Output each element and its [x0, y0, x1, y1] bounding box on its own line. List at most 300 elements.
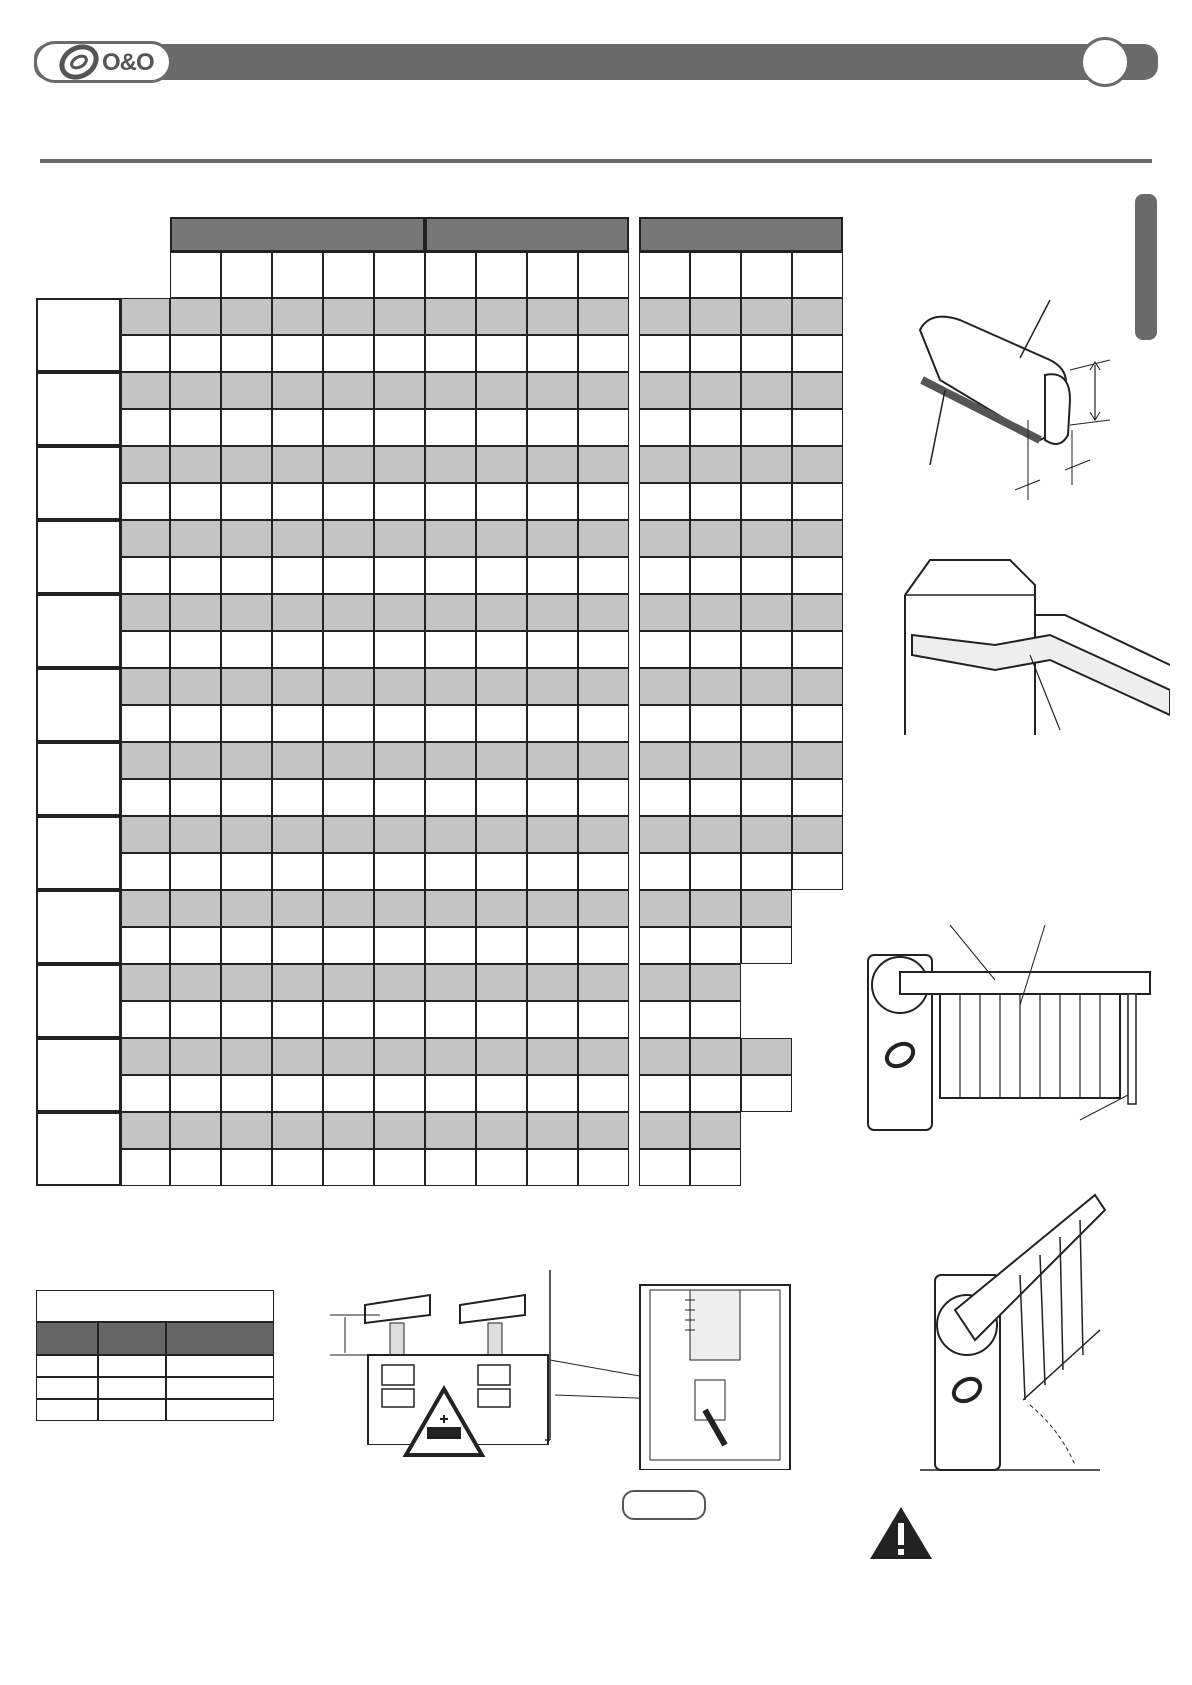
column-header — [792, 252, 843, 298]
table-cell — [690, 853, 741, 890]
table-cell — [221, 298, 272, 335]
table-cell — [690, 483, 741, 520]
table-cell — [639, 557, 690, 594]
table-cell — [578, 964, 629, 1001]
row-sub-label — [121, 409, 170, 446]
table-cell — [374, 1001, 425, 1038]
table-cell — [425, 372, 476, 409]
table-cell — [741, 446, 792, 483]
row-group-label — [36, 816, 121, 890]
table-cell — [170, 1038, 221, 1075]
table-cell — [792, 409, 843, 446]
table-cell — [476, 1149, 527, 1186]
table-cell — [272, 668, 323, 705]
table-cell — [741, 409, 792, 446]
row-sub-label — [121, 964, 170, 1001]
small-table-cell — [98, 1377, 166, 1399]
bracket-illustration — [900, 555, 1170, 735]
table-cell — [527, 483, 578, 520]
table-cell — [323, 520, 374, 557]
table-cell — [374, 742, 425, 779]
table-cell — [476, 890, 527, 927]
table-cell — [374, 557, 425, 594]
table-cell — [578, 483, 629, 520]
table-cell — [578, 520, 629, 557]
table-cell — [425, 927, 476, 964]
table-cell — [578, 705, 629, 742]
table-cell — [639, 372, 690, 409]
table-cell — [639, 742, 690, 779]
table-cell — [690, 520, 741, 557]
table-cell — [323, 557, 374, 594]
table-cell — [476, 520, 527, 557]
table-cell — [221, 816, 272, 853]
table-cell — [170, 816, 221, 853]
table-cell — [578, 1149, 629, 1186]
row-sub-label — [121, 1075, 170, 1112]
row-sub-label — [121, 557, 170, 594]
bar-profile-illustration — [900, 290, 1120, 520]
table-cell — [527, 1001, 578, 1038]
table-cell — [476, 1112, 527, 1149]
row-sub-label — [121, 631, 170, 668]
table-cell — [578, 742, 629, 779]
table-cell — [374, 1149, 425, 1186]
table-cell — [323, 631, 374, 668]
table-cell — [272, 890, 323, 927]
table-cell — [221, 668, 272, 705]
table-cell — [323, 705, 374, 742]
table-cell — [578, 890, 629, 927]
table-cell — [741, 779, 792, 816]
row-sub-label — [121, 1112, 170, 1149]
table-cell — [792, 742, 843, 779]
small-table-cell — [166, 1355, 274, 1377]
table-cell — [272, 631, 323, 668]
table-cell — [221, 779, 272, 816]
table-cell — [578, 335, 629, 372]
table-cell — [476, 705, 527, 742]
table-cell — [374, 520, 425, 557]
table-cell — [272, 409, 323, 446]
table-cell — [476, 816, 527, 853]
table-cell — [323, 1075, 374, 1112]
table-cell — [170, 557, 221, 594]
side-tab — [1135, 194, 1157, 340]
table-cell — [272, 1001, 323, 1038]
table-cell — [527, 964, 578, 1001]
column-group-header — [639, 217, 843, 252]
small-table-header — [98, 1322, 166, 1355]
table-cell — [425, 1038, 476, 1075]
small-table-cell — [166, 1399, 274, 1421]
table-cell — [792, 520, 843, 557]
table-cell — [476, 1001, 527, 1038]
table-cell — [792, 853, 843, 890]
table-cell — [221, 1038, 272, 1075]
table-cell — [170, 298, 221, 335]
table-cell — [527, 520, 578, 557]
table-cell — [741, 1038, 792, 1075]
table-cell — [792, 705, 843, 742]
table-cell — [741, 335, 792, 372]
table-cell — [425, 1149, 476, 1186]
small-table-header — [36, 1322, 98, 1355]
table-cell — [323, 853, 374, 890]
table-cell — [170, 1001, 221, 1038]
table-cell — [639, 335, 690, 372]
row-sub-label — [121, 594, 170, 631]
row-group-label — [36, 594, 121, 668]
table-cell — [578, 853, 629, 890]
row-sub-label — [121, 298, 170, 335]
row-group-label — [36, 742, 121, 816]
table-cell — [221, 520, 272, 557]
table-cell — [272, 557, 323, 594]
table-cell — [323, 742, 374, 779]
table-cell — [476, 964, 527, 1001]
table-cell — [425, 1075, 476, 1112]
table-cell — [639, 1001, 690, 1038]
table-cell — [527, 298, 578, 335]
table-cell — [792, 631, 843, 668]
table-cell — [170, 1075, 221, 1112]
column-header — [170, 252, 221, 298]
table-cell — [374, 668, 425, 705]
table-cell — [425, 409, 476, 446]
table-cell — [221, 483, 272, 520]
table-cell — [690, 779, 741, 816]
row-sub-label — [121, 1149, 170, 1186]
table-cell — [741, 705, 792, 742]
row-sub-label — [121, 668, 170, 705]
table-cell — [221, 1075, 272, 1112]
table-cell — [170, 927, 221, 964]
table-cell — [527, 890, 578, 927]
table-cell — [690, 705, 741, 742]
table-cell — [476, 483, 527, 520]
table-cell — [527, 409, 578, 446]
row-sub-label — [121, 1038, 170, 1075]
table-cell — [792, 594, 843, 631]
table-cell — [272, 742, 323, 779]
table-cell — [221, 742, 272, 779]
small-table-cell — [98, 1355, 166, 1377]
table-cell — [792, 557, 843, 594]
table-cell — [170, 890, 221, 927]
column-header — [323, 252, 374, 298]
table-cell — [578, 668, 629, 705]
table-cell — [170, 1149, 221, 1186]
table-cell — [527, 631, 578, 668]
column-header — [639, 252, 690, 298]
table-cell — [476, 742, 527, 779]
table-cell — [425, 520, 476, 557]
table-cell — [374, 372, 425, 409]
table-cell — [639, 409, 690, 446]
column-header — [527, 252, 578, 298]
skirt-barrier-illustration — [860, 920, 1160, 1140]
table-cell — [792, 668, 843, 705]
brand-name: O&O — [102, 49, 154, 76]
table-cell — [639, 1112, 690, 1149]
table-cell — [476, 594, 527, 631]
row-group-label — [36, 1112, 121, 1186]
table-cell — [741, 557, 792, 594]
table-cell — [690, 1038, 741, 1075]
row-sub-label — [121, 446, 170, 483]
table-cell — [374, 853, 425, 890]
row-sub-label — [121, 816, 170, 853]
table-cell — [578, 594, 629, 631]
table-cell — [527, 668, 578, 705]
table-cell — [527, 816, 578, 853]
row-group-label — [36, 1038, 121, 1112]
table-cell — [690, 668, 741, 705]
table-cell — [792, 335, 843, 372]
row-group-label — [36, 298, 121, 372]
table-cell — [374, 409, 425, 446]
table-cell — [170, 372, 221, 409]
table-cell — [323, 372, 374, 409]
table-cell — [170, 335, 221, 372]
table-cell — [792, 779, 843, 816]
table-cell — [578, 631, 629, 668]
table-cell — [323, 409, 374, 446]
table-cell — [323, 446, 374, 483]
column-header — [374, 252, 425, 298]
callout-label — [622, 1490, 706, 1520]
table-cell — [527, 1149, 578, 1186]
table-cell — [690, 1112, 741, 1149]
table-cell — [792, 446, 843, 483]
table-cell — [578, 298, 629, 335]
table-cell — [741, 890, 792, 927]
table-cell — [272, 335, 323, 372]
table-cell — [690, 1075, 741, 1112]
row-sub-label — [121, 1001, 170, 1038]
table-cell — [527, 705, 578, 742]
table-cell — [170, 520, 221, 557]
row-group-label — [36, 964, 121, 1038]
table-cell — [527, 557, 578, 594]
row-sub-label — [121, 890, 170, 927]
table-cell — [527, 446, 578, 483]
table-cell — [221, 927, 272, 964]
table-cell — [476, 372, 527, 409]
column-header — [741, 252, 792, 298]
table-cell — [272, 1038, 323, 1075]
table-cell — [323, 298, 374, 335]
table-cell — [741, 594, 792, 631]
table-cell — [272, 779, 323, 816]
table-cell — [170, 1112, 221, 1149]
table-cell — [639, 298, 690, 335]
table-cell — [476, 927, 527, 964]
row-group-label — [36, 668, 121, 742]
table-cell — [527, 1112, 578, 1149]
table-cell — [272, 594, 323, 631]
table-cell — [639, 668, 690, 705]
table-cell — [374, 1112, 425, 1149]
table-cell — [476, 557, 527, 594]
table-cell — [170, 853, 221, 890]
table-cell — [639, 705, 690, 742]
table-cell — [221, 594, 272, 631]
table-cell — [639, 779, 690, 816]
table-cell — [578, 816, 629, 853]
row-sub-label — [121, 742, 170, 779]
table-cell — [221, 1112, 272, 1149]
table-cell — [578, 1075, 629, 1112]
table-cell — [690, 335, 741, 372]
table-cell — [272, 853, 323, 890]
table-cell — [221, 409, 272, 446]
hand-crush-warning-icon — [402, 1385, 486, 1459]
table-cell — [527, 742, 578, 779]
table-cell — [639, 446, 690, 483]
table-cell — [272, 372, 323, 409]
table-cell — [527, 594, 578, 631]
table-cell — [578, 1001, 629, 1038]
column-header — [476, 252, 527, 298]
table-cell — [374, 705, 425, 742]
table-cell — [374, 816, 425, 853]
table-cell — [741, 816, 792, 853]
row-sub-label — [121, 520, 170, 557]
column-header — [221, 252, 272, 298]
row-sub-label — [121, 335, 170, 372]
table-cell — [425, 853, 476, 890]
table-cell — [690, 446, 741, 483]
table-cell — [741, 742, 792, 779]
table-cell — [170, 742, 221, 779]
table-cell — [425, 298, 476, 335]
small-table-cell — [98, 1399, 166, 1421]
table-cell — [425, 1001, 476, 1038]
table-cell — [170, 964, 221, 1001]
table-cell — [690, 557, 741, 594]
table-cell — [578, 446, 629, 483]
table-cell — [272, 1112, 323, 1149]
table-cell — [170, 779, 221, 816]
table-cell — [527, 927, 578, 964]
table-cell — [639, 520, 690, 557]
table-cell — [272, 298, 323, 335]
table-cell — [425, 483, 476, 520]
header-rule — [40, 159, 1152, 163]
table-cell — [374, 927, 425, 964]
table-cell — [170, 705, 221, 742]
table-cell — [323, 1149, 374, 1186]
table-cell — [476, 409, 527, 446]
table-cell — [323, 483, 374, 520]
row-group-label — [36, 890, 121, 964]
table-cell — [272, 705, 323, 742]
table-cell — [323, 335, 374, 372]
table-cell — [639, 1038, 690, 1075]
table-cell — [374, 964, 425, 1001]
table-cell — [690, 742, 741, 779]
table-cell — [272, 483, 323, 520]
table-cell — [527, 853, 578, 890]
table-cell — [476, 446, 527, 483]
row-group-label — [36, 372, 121, 446]
row-sub-label — [121, 779, 170, 816]
column-group-header — [425, 217, 629, 252]
table-cell — [323, 1038, 374, 1075]
table-cell — [476, 298, 527, 335]
table-cell — [374, 1075, 425, 1112]
table-cell — [323, 1001, 374, 1038]
table-cell — [578, 557, 629, 594]
table-cell — [476, 668, 527, 705]
table-cell — [578, 409, 629, 446]
small-table-cell — [166, 1377, 274, 1399]
table-cell — [741, 520, 792, 557]
table-cell — [476, 1075, 527, 1112]
table-cell — [527, 1075, 578, 1112]
table-cell — [690, 927, 741, 964]
table-cell — [221, 853, 272, 890]
table-cell — [690, 372, 741, 409]
table-cell — [323, 927, 374, 964]
table-cell — [425, 816, 476, 853]
table-cell — [374, 779, 425, 816]
row-group-label — [36, 446, 121, 520]
header-bar — [34, 44, 1158, 80]
table-cell — [272, 1075, 323, 1112]
table-cell — [639, 816, 690, 853]
table-cell — [170, 631, 221, 668]
table-cell — [527, 779, 578, 816]
table-cell — [690, 816, 741, 853]
table-cell — [425, 1112, 476, 1149]
table-cell — [741, 853, 792, 890]
table-cell — [374, 446, 425, 483]
table-cell — [476, 853, 527, 890]
table-cell — [578, 372, 629, 409]
table-cell — [425, 890, 476, 927]
table-cell — [272, 816, 323, 853]
table-cell — [476, 335, 527, 372]
table-cell — [374, 298, 425, 335]
page-number-badge — [1080, 37, 1130, 87]
table-cell — [272, 520, 323, 557]
column-header — [578, 252, 629, 298]
table-cell — [476, 631, 527, 668]
table-cell — [221, 335, 272, 372]
table-cell — [425, 631, 476, 668]
row-sub-label — [121, 483, 170, 520]
table-cell — [221, 557, 272, 594]
table-cell — [792, 372, 843, 409]
table-cell — [221, 1001, 272, 1038]
column-interior-detail — [545, 1270, 825, 1470]
table-cell — [425, 779, 476, 816]
small-table-cell — [36, 1399, 98, 1421]
table-cell — [374, 483, 425, 520]
table-cell — [690, 964, 741, 1001]
table-cell — [425, 335, 476, 372]
table-cell — [323, 668, 374, 705]
row-sub-label — [121, 705, 170, 742]
table-cell — [323, 816, 374, 853]
table-cell — [170, 483, 221, 520]
column-header — [690, 252, 741, 298]
table-cell — [690, 631, 741, 668]
table-cell — [741, 668, 792, 705]
